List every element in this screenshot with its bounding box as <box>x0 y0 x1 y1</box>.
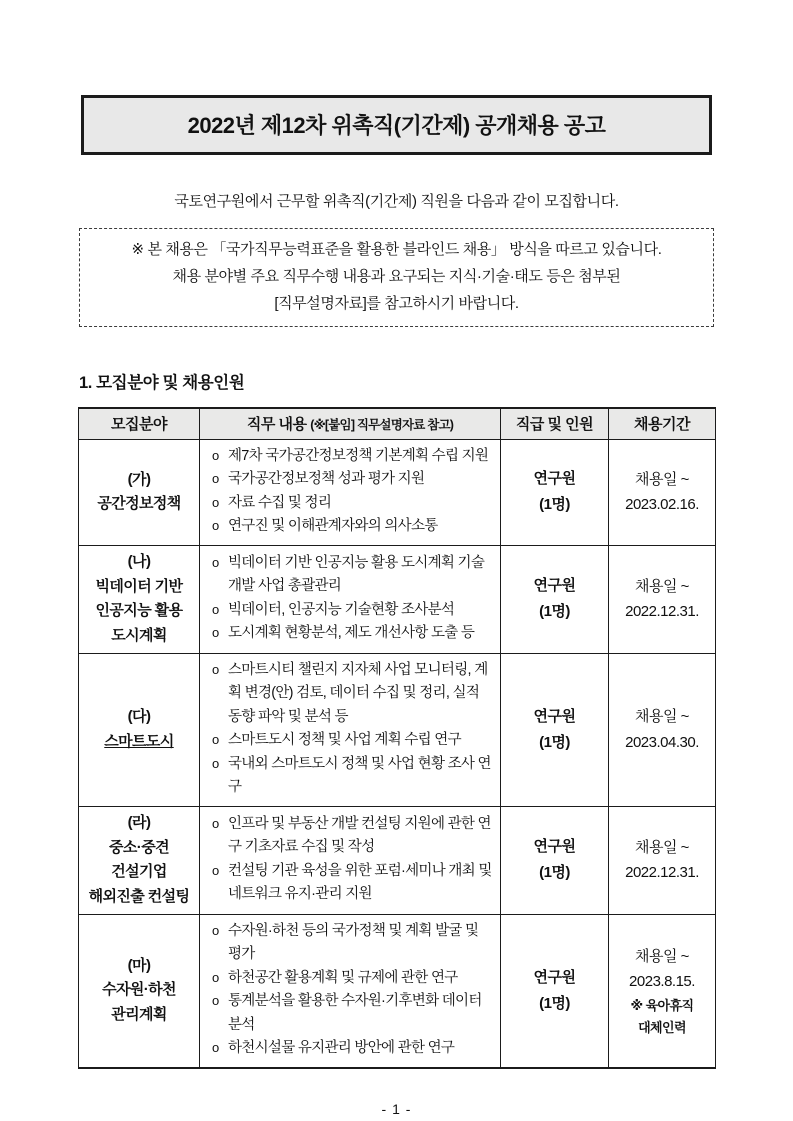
table-row <box>79 440 716 546</box>
duty-bullet: o <box>212 969 219 985</box>
period-note-line: 대체인력 <box>638 1019 686 1035</box>
period-cell <box>609 806 716 914</box>
field-line: 수자원·하천 <box>102 981 176 999</box>
field-cell <box>79 545 200 653</box>
position-headcount: (1명) <box>539 733 570 751</box>
duty-item: o 국가공간정보정책 성과 평가 지원 <box>209 468 493 491</box>
field-line: 공간정보정책 <box>97 495 181 513</box>
position-cell <box>501 440 609 546</box>
document-title-box <box>81 95 712 155</box>
period-note-line: ※ 육아휴직 <box>630 998 694 1014</box>
section-heading: 1. 모집분야 및 채용인원 <box>79 374 245 392</box>
intro-text: 국토연구원에서 근무할 위촉직(기간제) 직원을 다음과 같이 모집합니다. <box>174 193 619 210</box>
table-row <box>79 914 716 1067</box>
column-header-field: 모집분야 <box>79 408 200 440</box>
field-line: (마) <box>127 956 151 974</box>
duty-bullet: o <box>212 625 219 641</box>
notice-line: [직무설명자료]를 참고하시기 바랍니다. <box>274 295 519 312</box>
period-line: 채용일 ~ <box>635 470 689 488</box>
duty-bullet: o <box>212 732 219 748</box>
duty-bullet: o <box>212 922 219 938</box>
column-header-duties <box>200 408 501 440</box>
duty-item: o 제7차 국가공간정보정책 기본계획 수립 지원 <box>209 445 493 468</box>
duty-item: o 컨설팅 기관 육성을 위한 포럼·세미나 개최 및 네트워크 유지·관리 지원 <box>209 860 493 907</box>
duty-item: o 스마트시티 챌린지 지자체 사업 모니터링, 계획 변경(안) 검토, 데이터 수집 및 정리, 실적 동향 파악 및 분석 등 <box>209 659 493 729</box>
table-row <box>79 806 716 914</box>
duty-item: o 빅데이터, 인공지능 기술현황 조사분석 <box>209 599 493 622</box>
position-cell <box>501 545 609 653</box>
field-cell <box>79 806 200 914</box>
recruitment-table <box>78 407 716 1069</box>
duty-item: o 인프라 및 부동산 개발 컨설팅 지원에 관한 연구 기초자료 수집 및 작성 <box>209 813 493 860</box>
table-row <box>79 545 716 653</box>
duty-item: o 자료 수집 및 정리 <box>209 492 493 515</box>
field-line: (가) <box>127 470 151 488</box>
duty-item: o 연구진 및 이해관계자와의 의사소통 <box>209 515 493 538</box>
position-title: 연구원 <box>533 707 576 725</box>
field-line: 인공지능 활용 <box>95 602 183 620</box>
field-line: 도시계획 <box>111 627 167 645</box>
period-line: 채용일 ~ <box>635 838 689 856</box>
period-line: 2022.12.31. <box>625 603 699 621</box>
field-line <box>81 730 197 755</box>
duty-bullet: o <box>212 1040 219 1056</box>
duty-item: o 빅데이터 기반 인공지능 활용 도시계획 기술개발 사업 총괄관리 <box>209 552 493 599</box>
field-line: 관리계획 <box>111 1006 167 1024</box>
field-line-text: 스마트도시 <box>104 732 174 750</box>
notice-box <box>79 228 714 327</box>
field-cell <box>79 914 200 1067</box>
duty-bullet: o <box>212 554 219 570</box>
page-number: - 1 - <box>381 1100 412 1117</box>
period-cell <box>609 440 716 546</box>
table-row <box>79 653 716 806</box>
table-header-row <box>79 408 716 440</box>
document-title: 2022년 제12차 위촉직(기간제) 공개채용 공고 <box>187 113 606 138</box>
column-header-duties-sub: (※[붙임] 직무설명자료 참고) <box>310 418 454 432</box>
field-line: (나) <box>127 552 151 570</box>
duty-bullet: o <box>212 815 219 831</box>
position-headcount: (1명) <box>539 864 570 882</box>
notice-line: 채용 분야별 주요 직무수행 내용과 요구되는 지식·기술·태도 등은 첨부된 <box>172 268 621 285</box>
period-cell <box>609 545 716 653</box>
position-title: 연구원 <box>533 838 576 856</box>
duty-item: o 국내외 스마트도시 정책 및 사업 현황 조사 연구 <box>209 753 493 800</box>
duties-cell <box>200 545 501 653</box>
notice-line: ※ 본 채용은 「국가직무능력표준을 활용한 블라인드 채용」 방식을 따르고 있습니다. <box>131 241 662 258</box>
duties-cell <box>200 806 501 914</box>
position-title: 연구원 <box>533 470 576 488</box>
duty-item: o 통계분석을 활용한 수자원·기후변화 데이터 분석 <box>209 990 493 1037</box>
duty-item: o 하천공간 활용계획 및 규제에 관한 연구 <box>209 967 493 990</box>
period-cell <box>609 914 716 1067</box>
duty-bullet: o <box>212 448 219 463</box>
period-line: 2023.02.16. <box>625 496 699 514</box>
column-header-period: 채용기간 <box>609 408 716 440</box>
duty-bullet: o <box>212 661 219 677</box>
period-line: 채용일 ~ <box>635 947 689 965</box>
position-title: 연구원 <box>533 577 576 595</box>
period-line: 2023.8.15. <box>629 973 695 991</box>
position-cell <box>501 653 609 806</box>
duties-cell <box>200 653 501 806</box>
field-line: 해외진출 컨설팅 <box>88 888 190 906</box>
duty-bullet: o <box>212 755 219 771</box>
field-line: 중소·중견 <box>109 838 169 856</box>
column-header-duties-main: 직무 내용 <box>246 416 307 433</box>
position-headcount: (1명) <box>539 496 570 514</box>
period-line: 2023.04.30. <box>625 733 699 751</box>
duty-bullet: o <box>212 494 219 510</box>
field-cell <box>79 440 200 546</box>
duty-bullet: o <box>212 993 219 1009</box>
period-line: 채용일 ~ <box>635 577 689 595</box>
duty-bullet: o <box>212 601 219 617</box>
duties-cell <box>200 914 501 1067</box>
duty-bullet: o <box>212 518 219 534</box>
field-line: 건설기업 <box>111 863 167 881</box>
duty-item: o 도시계획 현황분석, 제도 개선사항 도출 등 <box>209 622 493 645</box>
period-cell <box>609 653 716 806</box>
position-cell <box>501 914 609 1067</box>
position-cell <box>501 806 609 914</box>
duty-item: o 수자원·하천 등의 국가정책 및 계획 발굴 및 평가 <box>209 920 493 967</box>
position-headcount: (1명) <box>539 603 570 621</box>
field-line: (다) <box>127 708 151 726</box>
field-line: (라) <box>127 813 151 831</box>
field-cell <box>79 653 200 806</box>
position-headcount: (1명) <box>539 994 570 1012</box>
duties-cell <box>200 440 501 546</box>
duty-item: o 스마트도시 정책 및 사업 계획 수립 연구 <box>209 729 493 752</box>
duty-bullet: o <box>212 471 219 487</box>
duty-bullet: o <box>212 862 219 878</box>
period-line: 채용일 ~ <box>635 708 689 726</box>
column-header-position: 직급 및 인원 <box>501 408 609 440</box>
field-line: 빅데이터 기반 <box>95 577 183 595</box>
period-line: 2022.12.31. <box>625 864 699 882</box>
duty-item: o 하천시설물 유지관리 방안에 관한 연구 <box>209 1037 493 1060</box>
position-title: 연구원 <box>533 968 576 986</box>
